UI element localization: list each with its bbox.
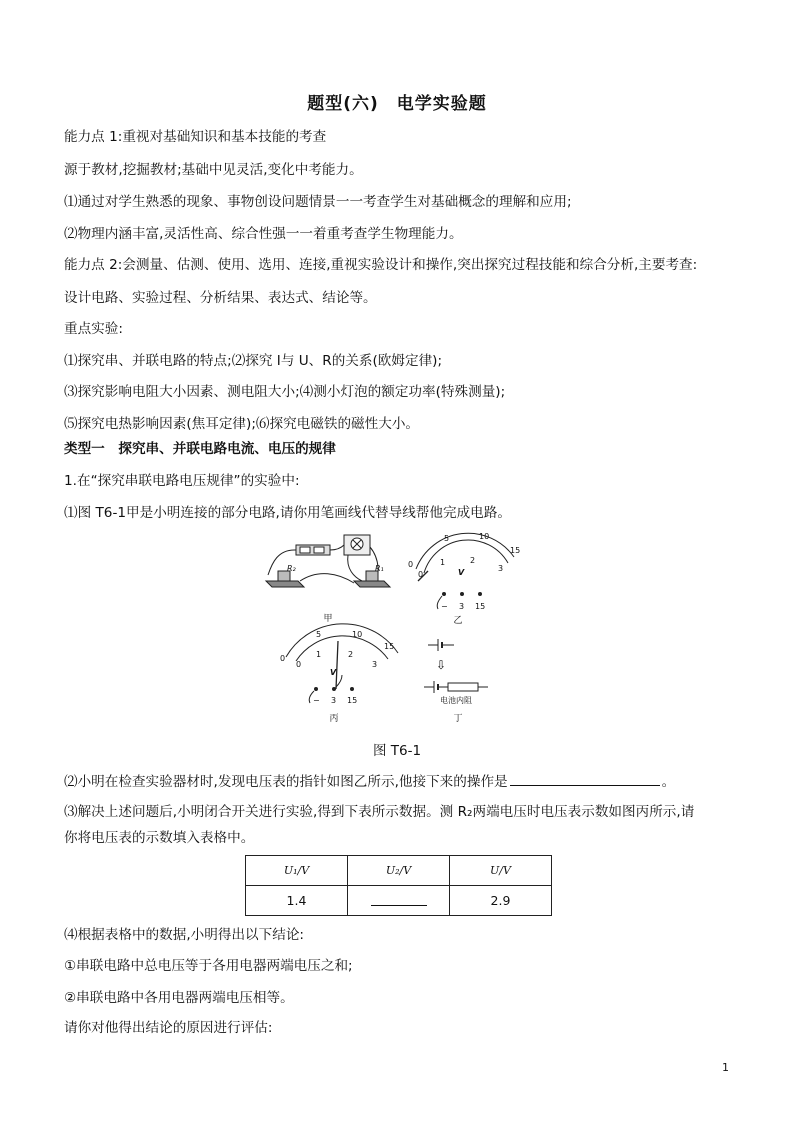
scale-label: 1 [316, 650, 322, 659]
text-line: 能力点 2:会测量、估测、使用、选用、连接,重视实验设计和操作,突出探究过程技能和综合分析,主要考查: [64, 257, 698, 273]
scale-label: 3 [498, 564, 504, 573]
text-line: 能力点 1:重视对基础知识和基本技能的考查 [64, 129, 327, 145]
battery-label: 电池内阻 [440, 696, 472, 705]
table-cell-blank[interactable] [348, 886, 450, 916]
table-header-row [246, 856, 552, 886]
text-line: 你将电压表的示数填入表格中。 [64, 830, 255, 846]
text-line: ②串联电路中各用电器两端电压相等。 [64, 990, 294, 1006]
scale-label: 15 [510, 546, 521, 555]
scale-label: 2 [348, 650, 354, 659]
label-yi: 乙 [453, 616, 463, 626]
question-part [64, 771, 675, 791]
terminal-label: 3 [459, 602, 465, 611]
arrow-down-icon: ⇩ [435, 658, 447, 672]
page-number: 1 [722, 1061, 729, 1074]
scale-label: 1 [440, 558, 446, 567]
scale-label: 15 [384, 642, 395, 651]
scale-label: 0 [418, 570, 424, 579]
text-line: ⑶探究影响电阻大小因素、测电阻大小;⑷测小灯泡的额定功率(特殊测量); [64, 384, 506, 400]
figure-jia [266, 535, 390, 587]
question-intro: 1.在“探究串联电路电压规律”的实验中: [64, 473, 300, 489]
question-text: ⑵小明在检查实验器材时,发现电压表的指针如图乙所示,他接下来的操作是 [64, 774, 508, 790]
r1-label: R₁ [375, 564, 384, 573]
text-line: ⑴探究串、并联电路的特点;⑵探究 I与 U、R的关系(欧姆定律); [64, 353, 443, 369]
answer-blank[interactable] [371, 893, 427, 906]
voltmeter-bing [286, 624, 398, 703]
text-line: 源于教材,挖掘教材;基础中见灵活,变化中考能力。 [64, 162, 363, 178]
question-end: 。 [661, 774, 676, 790]
table-header: U₂/V [348, 856, 450, 886]
text-line: 请你对他得出结论的原因进行评估: [64, 1020, 273, 1036]
voltmeter-symbol: V [330, 668, 337, 677]
figure-caption: 图 T6-1 [372, 743, 422, 759]
scale-label: 10 [479, 532, 490, 541]
terminal-label: 15 [347, 696, 358, 705]
r2-label: R₂ [287, 564, 296, 573]
terminal-label: 3 [331, 696, 337, 705]
label-bing: 丙 [329, 714, 339, 724]
table-header: U/V [450, 856, 552, 886]
page-title: 题型(六) 电学实验题 [307, 94, 487, 114]
table-header: U₁/V [246, 856, 348, 886]
circuit-figure [258, 529, 554, 725]
question-part: ⑴图 T6-1甲是小明连接的部分电路,请你用笔画线代替导线帮他完成电路。 [64, 505, 511, 521]
section-heading: 类型一 探究串、并联电路电流、电压的规律 [64, 441, 336, 457]
text-line: 设计电路、实验过程、分析结果、表达式、结论等。 [64, 290, 377, 306]
text-line: ①串联电路中总电压等于各用电器两端电压之和; [64, 958, 353, 974]
table-cell: 2.9 [450, 886, 552, 916]
scale-label: 0 [408, 560, 414, 569]
terminal-label: − [313, 696, 320, 705]
table-row [246, 886, 552, 916]
question-part: ⑶解决上述问题后,小明闭合开关进行实验,得到下表所示数据。测 R₂两端电压时电压表示数如图丙所示,请 [64, 804, 695, 820]
label-ding: 丁 [453, 714, 463, 724]
scale-label: 0 [280, 654, 286, 663]
label-jia: 甲 [323, 614, 333, 624]
terminal-label: 15 [475, 602, 486, 611]
text-line: ⑵物理内涵丰富,灵活性高、综合性强一一着重考查学生物理能力。 [64, 226, 463, 242]
scale-label: 5 [444, 534, 450, 543]
answer-blank[interactable] [510, 771, 660, 786]
voltmeter-symbol: V [458, 568, 465, 577]
battery-ding [424, 639, 488, 693]
text-line: ⑸探究电热影响因素(焦耳定律);⑹探究电磁铁的磁性大小。 [64, 416, 420, 432]
question-part: ⑷根据表格中的数据,小明得出以下结论: [64, 927, 304, 943]
scale-label: 3 [372, 660, 378, 669]
terminal-label: − [441, 602, 448, 611]
table-cell: 1.4 [246, 886, 348, 916]
data-table [245, 855, 552, 916]
scale-label: 10 [352, 630, 363, 639]
scale-label: 0 [296, 660, 302, 669]
text-line: ⑴通过对学生熟悉的现象、事物创设问题情景一一考查学生对基础概念的理解和应用; [64, 194, 572, 210]
text-line: 重点实验: [64, 321, 123, 337]
scale-label: 2 [470, 556, 476, 565]
scale-label: 5 [316, 630, 322, 639]
